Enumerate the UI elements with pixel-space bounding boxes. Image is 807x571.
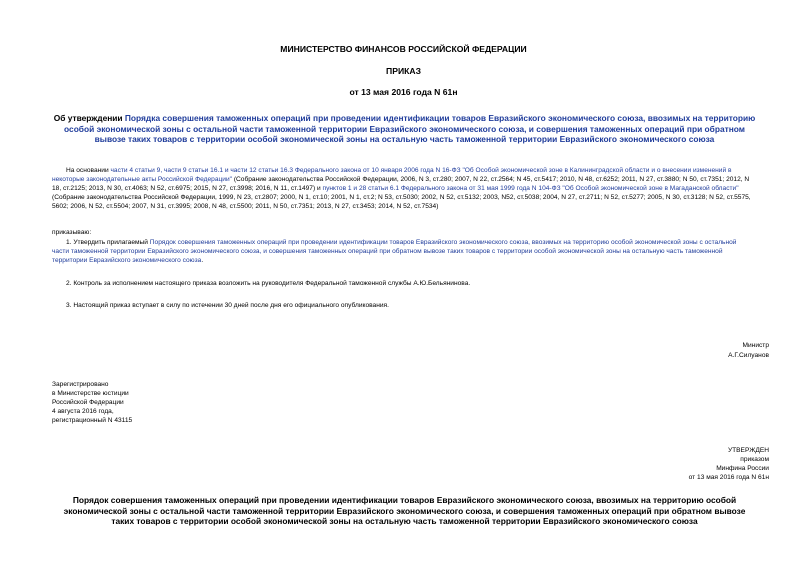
item-1-link[interactable]: Порядок совершения таможенных операций при проведении идентификации товаров Евразийского экономического союза, ввозимых на территорию особой экономической зоны с остальной части таможенной территории Евразийского экономического союза, и совершения таможенных операций при обратном вывозе таких товаров с территории особой экономической зоны на остальную часть таможенной территории Евразийского экономического союза xyxy=(52,239,737,264)
registration-line-2: в Министерстве юстиции xyxy=(52,390,129,397)
ministry-heading: МИНИСТЕРСТВО ФИНАНСОВ РОССИЙСКОЙ ФЕДЕРАЦИИ xyxy=(280,44,527,54)
approval-line-1: УТВЕРЖДЕН xyxy=(727,447,769,454)
preamble-text-1: На основании xyxy=(66,167,111,174)
order-word: приказываю: xyxy=(52,229,92,236)
preamble-link-2[interactable]: пунктов 1 и 28 статьи 6.1 Федерального закона от 31 мая 1999 года N 104-ФЗ "Об Особой экономической зоне в Магаданской области" xyxy=(322,185,739,192)
registration-line-1: Зарегистрировано xyxy=(52,381,109,388)
preamble-link-1[interactable]: части 4 статьи 9, части 9 статьи 16.1 и части 12 статьи 16.3 Федерального закона от 10 января 2006 года N 16-ФЗ "Об Особой экономической зоне в Калининградской области и о внесении изменений в некоторые законодательные акты Российской Федерации" xyxy=(52,167,732,183)
preamble-text-2: (Собрание законодательства Российской Федерации, 2006, N 3, ст.280; 2007, N 22, ст.2564; N 45, ст.5417; 2010, N 48, ст.6252; 2011, N 27, ст.3880; N 50, ст.7351; 2012, N 18, ст.2125; 2013, N 30, ст.4063; N 52, ст.6975; 2015, N 27, ст.3998; 2016, N 11, ст.1497) и xyxy=(52,176,750,192)
annex-title: Порядок совершения таможенных операций при проведении идентификации товаров Евразийского экономического союза, ввозимых на территорию особой экономической зоны с остальной части таможенной территории Евразийского экономического союза, и совершения таможенных операций при обратном вывозе таких товаров с территории особой экономической зоны на остальную часть таможенной территории Евразийского экономического союза xyxy=(63,495,746,526)
approval-line-3: Минфина России xyxy=(716,465,769,472)
document-title xyxy=(52,113,757,145)
item-3: 3. Настоящий приказ вступает в силу по истечении 30 дней после дня его официального опубликования. xyxy=(66,302,389,309)
approval-line-4: от 13 мая 2016 года N 61н xyxy=(688,474,769,481)
preamble-paragraph xyxy=(52,166,752,211)
approval-line-2: приказом xyxy=(740,456,769,463)
doc-type-heading: ПРИКАЗ xyxy=(386,66,421,76)
item-1-prefix: 1. Утвердить прилагаемый xyxy=(66,239,150,246)
title-prefix: Об утверждении xyxy=(53,113,125,123)
signature-position: Министр xyxy=(742,342,769,349)
registration-line-3: Российской Федерации xyxy=(52,399,124,406)
registration-line-4: 4 августа 2016 года, xyxy=(52,408,114,415)
item-2: 2. Контроль за исполнением настоящего приказа возложить на руководителя Федеральной таможенной службы А.Ю.Бельянинова. xyxy=(66,280,471,287)
registration-line-5: регистрационный N 43115 xyxy=(52,417,133,424)
signature-name: А.Г.Силуанов xyxy=(728,352,769,359)
approval-block xyxy=(689,446,769,482)
title-link[interactable]: Порядка совершения таможенных операций при проведении идентификации товаров Евразийского экономического союза, ввозимых на территорию особой экономической зоны с остальной части таможенной территории Евразийского экономического союза, и совершения таможенных операций при обратном вывозе таких товаров с территории особой экономической зоны на остальную часть таможенной территории Евразийского экономического союза xyxy=(64,113,756,144)
item-1 xyxy=(52,238,752,265)
item-1-suffix: . xyxy=(201,257,204,264)
registration-block xyxy=(52,380,132,425)
date-number-heading: от 13 мая 2016 года N 61н xyxy=(349,87,458,97)
preamble-text-3: (Собрание законодательства Российской Федерации, 1999, N 23, ст.2807; 2000, N 1, ст.10; 2001, N 1, ст.2; N 53, ст.5030; 2002, N 52, ст.5132; 2003, N52, ст.5038; 2004, N 27, ст.2711; N 52, ст.5277; 2005, N 30, ст.3128; N 52, ст.5575, 5602; 2006, N 52, ст.5504; 2007, N 31, ст.3995; 2008, N 48, ст.5500; 2011, N 50, ст.7351; 2013, N 27, ст.3453; 2014, N 52, ст.7534) xyxy=(52,194,751,210)
